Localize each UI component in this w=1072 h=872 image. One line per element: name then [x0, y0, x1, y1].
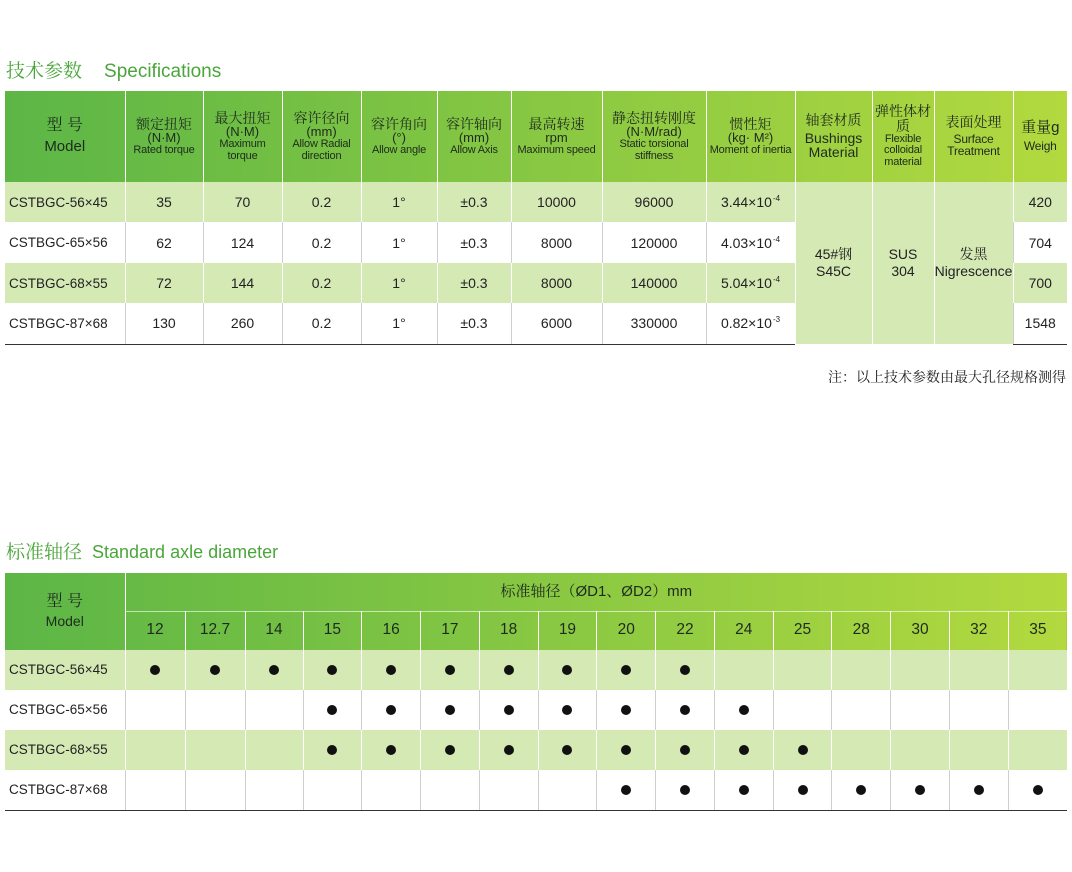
- row-model: CSTBGC-56×45: [5, 182, 125, 222]
- diameter-header-35: 35: [1008, 611, 1067, 650]
- header-radial: 容许径向 (mm) Allow Radial direction: [282, 91, 361, 182]
- availability-cell: [125, 650, 185, 690]
- axis-cell: ±0.3: [437, 263, 511, 303]
- row-model: CSTBGC-87×68: [5, 770, 125, 811]
- stiffness-cell: 330000: [602, 303, 706, 344]
- availability-cell: [1008, 730, 1067, 770]
- max-torque-cell: 144: [203, 263, 282, 303]
- availability-cell: [949, 650, 1008, 690]
- axle-section-title: [6, 537, 278, 564]
- row-model: CSTBGC-68×55: [5, 263, 125, 303]
- speed-cell: 6000: [511, 303, 602, 344]
- availability-cell: [362, 690, 421, 730]
- header-inertia: 惯性矩 (kg· M²) Moment of inertia: [706, 91, 795, 182]
- available-dot-icon: [621, 745, 631, 755]
- radial-cell: 0.2: [282, 222, 361, 263]
- inertia-cell: $5.04\times 10^{-4}$: [706, 263, 795, 303]
- availability-cell: [773, 690, 832, 730]
- weight-cell: 700: [1013, 263, 1067, 303]
- spec-note: 注：以上技术参数由最大孔径规格测得: [828, 370, 1066, 386]
- diameter-header-12-7: 12.7: [185, 611, 245, 650]
- inertia-cell: $0.82\times 10^{-3}$: [706, 303, 795, 344]
- availability-cell: [245, 690, 303, 730]
- available-dot-icon: [798, 745, 808, 755]
- diameter-header-20: 20: [597, 611, 656, 650]
- diameter-header-30: 30: [891, 611, 950, 650]
- availability-cell: [597, 770, 656, 811]
- availability-cell: [421, 650, 480, 690]
- available-dot-icon: [327, 745, 337, 755]
- availability-cell: [479, 770, 538, 811]
- available-dot-icon: [974, 785, 984, 795]
- available-dot-icon: [327, 705, 337, 715]
- availability-cell: [125, 770, 185, 811]
- availability-cell: [362, 650, 421, 690]
- availability-cell: [773, 650, 832, 690]
- availability-cell: [185, 770, 245, 811]
- spec-section-title: [6, 56, 221, 83]
- spec-header-row: [5, 91, 1067, 182]
- available-dot-icon: [739, 785, 749, 795]
- availability-cell: [891, 730, 950, 770]
- availability-cell: [597, 730, 656, 770]
- row-model: CSTBGC-65×56: [5, 690, 125, 730]
- availability-cell: [362, 770, 421, 811]
- header-bushing: 轴套材质 Bushings Material: [795, 91, 872, 182]
- availability-cell: [538, 730, 597, 770]
- availability-cell: [832, 650, 891, 690]
- availability-cell: [479, 690, 538, 730]
- axle-header-row: [5, 573, 1067, 611]
- diameter-header-18: 18: [479, 611, 538, 650]
- header-angle: 容许角向 (°) Allow angle: [361, 91, 437, 182]
- available-dot-icon: [445, 665, 455, 675]
- available-dot-icon: [327, 665, 337, 675]
- axis-cell: ±0.3: [437, 182, 511, 222]
- axle-header-model: 型 号 Model: [5, 573, 125, 650]
- availability-cell: [949, 730, 1008, 770]
- axle-table: [5, 573, 1067, 811]
- axle-title-cn: 标准轴径: [6, 541, 83, 563]
- rated-torque-cell: 130: [125, 303, 203, 344]
- row-model: CSTBGC-87×68: [5, 303, 125, 344]
- max-torque-cell: 260: [203, 303, 282, 344]
- available-dot-icon: [269, 665, 279, 675]
- availability-cell: [832, 770, 891, 811]
- rated-torque-cell: 35: [125, 182, 203, 222]
- axle-diameter-row: [5, 611, 1067, 650]
- angle-cell: 1°: [361, 263, 437, 303]
- header-axis: 容许轴向 (mm) Allow Axis: [437, 91, 511, 182]
- available-dot-icon: [386, 665, 396, 675]
- header-surface: 表面处理 Surface Treatment: [934, 91, 1013, 182]
- spec-row: [5, 182, 1067, 222]
- axle-row: [5, 730, 1067, 770]
- available-dot-icon: [739, 705, 749, 715]
- axle-row: [5, 770, 1067, 811]
- rated-torque-cell: 72: [125, 263, 203, 303]
- availability-cell: [185, 650, 245, 690]
- availability-cell: [773, 770, 832, 811]
- available-dot-icon: [680, 785, 690, 795]
- availability-cell: [538, 690, 597, 730]
- available-dot-icon: [504, 745, 514, 755]
- stiffness-cell: 120000: [602, 222, 706, 263]
- availability-cell: [125, 690, 185, 730]
- availability-cell: [245, 770, 303, 811]
- availability-cell: [245, 650, 303, 690]
- header-flexible: 弹性体材质 Flexible colloidal material: [872, 91, 934, 182]
- availability-cell: [891, 770, 950, 811]
- available-dot-icon: [210, 665, 220, 675]
- row-model: CSTBGC-65×56: [5, 222, 125, 263]
- header-stiffness: 静态扭转刚度 (N·M/rad) Static torsional stiffness: [602, 91, 706, 182]
- available-dot-icon: [386, 705, 396, 715]
- availability-cell: [1008, 770, 1067, 811]
- diameter-header-22: 22: [656, 611, 715, 650]
- availability-cell: [891, 690, 950, 730]
- speed-cell: 10000: [511, 182, 602, 222]
- header-max-torque: 最大扭矩 (N·M) Maximum torque: [203, 91, 282, 182]
- availability-cell: [125, 730, 185, 770]
- availability-cell: [538, 770, 597, 811]
- available-dot-icon: [150, 665, 160, 675]
- bushing-material-cell: 45#钢 S45C: [795, 182, 872, 344]
- angle-cell: 1°: [361, 222, 437, 263]
- spec-title-en: Specifications: [104, 61, 222, 82]
- availability-cell: [421, 730, 480, 770]
- radial-cell: 0.2: [282, 182, 361, 222]
- flexible-material-cell: SUS 304: [872, 182, 934, 344]
- axle-diameter-header: 标准轴径（ØD1、ØD2）mm: [500, 582, 693, 600]
- available-dot-icon: [680, 705, 690, 715]
- availability-cell: [303, 770, 362, 811]
- availability-cell: [773, 730, 832, 770]
- availability-cell: [656, 690, 715, 730]
- radial-cell: 0.2: [282, 303, 361, 344]
- max-torque-cell: 124: [203, 222, 282, 263]
- availability-cell: [714, 690, 773, 730]
- spec-table: [5, 91, 1067, 345]
- radial-cell: 0.2: [282, 263, 361, 303]
- availability-cell: [538, 650, 597, 690]
- angle-cell: 1°: [361, 303, 437, 344]
- availability-cell: [714, 770, 773, 811]
- available-dot-icon: [562, 705, 572, 715]
- availability-cell: [479, 730, 538, 770]
- available-dot-icon: [621, 705, 631, 715]
- axle-row: [5, 650, 1067, 690]
- available-dot-icon: [445, 705, 455, 715]
- axle-title-en: Standard axle diameter: [92, 542, 279, 562]
- speed-cell: 8000: [511, 263, 602, 303]
- diameter-header-32: 32: [949, 611, 1008, 650]
- diameter-header-24: 24: [714, 611, 773, 650]
- available-dot-icon: [621, 785, 631, 795]
- weight-cell: 1548: [1013, 303, 1067, 344]
- available-dot-icon: [1033, 785, 1043, 795]
- availability-cell: [479, 650, 538, 690]
- available-dot-icon: [504, 705, 514, 715]
- max-torque-cell: 70: [203, 182, 282, 222]
- available-dot-icon: [504, 665, 514, 675]
- availability-cell: [949, 690, 1008, 730]
- available-dot-icon: [856, 785, 866, 795]
- availability-cell: [362, 730, 421, 770]
- available-dot-icon: [621, 665, 631, 675]
- diameter-header-12: 12: [125, 611, 185, 650]
- available-dot-icon: [445, 745, 455, 755]
- availability-cell: [714, 650, 773, 690]
- inertia-cell: $4.03\times 10^{-4}$: [706, 222, 795, 263]
- available-dot-icon: [680, 665, 690, 675]
- axis-cell: ±0.3: [437, 303, 511, 344]
- diameter-header-28: 28: [832, 611, 891, 650]
- diameter-header-17: 17: [421, 611, 480, 650]
- availability-cell: [303, 730, 362, 770]
- header-rated-torque: 额定扭矩 (N·M) Rated torque: [125, 91, 203, 182]
- availability-cell: [714, 730, 773, 770]
- availability-cell: [421, 770, 480, 811]
- angle-cell: 1°: [361, 182, 437, 222]
- diameter-header-19: 19: [538, 611, 597, 650]
- available-dot-icon: [386, 745, 396, 755]
- availability-cell: [656, 730, 715, 770]
- availability-cell: [597, 650, 656, 690]
- availability-cell: [1008, 650, 1067, 690]
- availability-cell: [303, 690, 362, 730]
- stiffness-cell: 140000: [602, 263, 706, 303]
- available-dot-icon: [798, 785, 808, 795]
- availability-cell: [185, 730, 245, 770]
- header-model: 型 号 Model: [5, 91, 125, 182]
- header-weight: 重量g Weigh: [1021, 119, 1060, 154]
- diameter-header-15: 15: [303, 611, 362, 650]
- availability-cell: [656, 650, 715, 690]
- availability-cell: [245, 730, 303, 770]
- stiffness-cell: 96000: [602, 182, 706, 222]
- spec-title-cn: 技术参数: [6, 60, 83, 82]
- diameter-header-16: 16: [362, 611, 421, 650]
- availability-cell: [597, 690, 656, 730]
- availability-cell: [949, 770, 1008, 811]
- availability-cell: [656, 770, 715, 811]
- diameter-header-14: 14: [245, 611, 303, 650]
- availability-cell: [421, 690, 480, 730]
- available-dot-icon: [562, 745, 572, 755]
- weight-cell: 704: [1013, 222, 1067, 263]
- diameter-header-25: 25: [773, 611, 832, 650]
- availability-cell: [832, 730, 891, 770]
- availability-cell: [891, 650, 950, 690]
- axis-cell: ±0.3: [437, 222, 511, 263]
- row-model: CSTBGC-68×55: [5, 730, 125, 770]
- axle-row: [5, 690, 1067, 730]
- row-model: CSTBGC-56×45: [5, 650, 125, 690]
- surface-treatment-cell: 发黑 Nigrescence: [934, 182, 1013, 344]
- availability-cell: [1008, 690, 1067, 730]
- available-dot-icon: [562, 665, 572, 675]
- inertia-cell: $3.44\times 10^{-4}$: [706, 182, 795, 222]
- header-speed: 最高转速 rpm Maximum speed: [511, 91, 602, 182]
- weight-cell: 420: [1013, 182, 1067, 222]
- available-dot-icon: [739, 745, 749, 755]
- availability-cell: [832, 690, 891, 730]
- available-dot-icon: [680, 745, 690, 755]
- availability-cell: [185, 690, 245, 730]
- available-dot-icon: [915, 785, 925, 795]
- rated-torque-cell: 62: [125, 222, 203, 263]
- speed-cell: 8000: [511, 222, 602, 263]
- availability-cell: [303, 650, 362, 690]
